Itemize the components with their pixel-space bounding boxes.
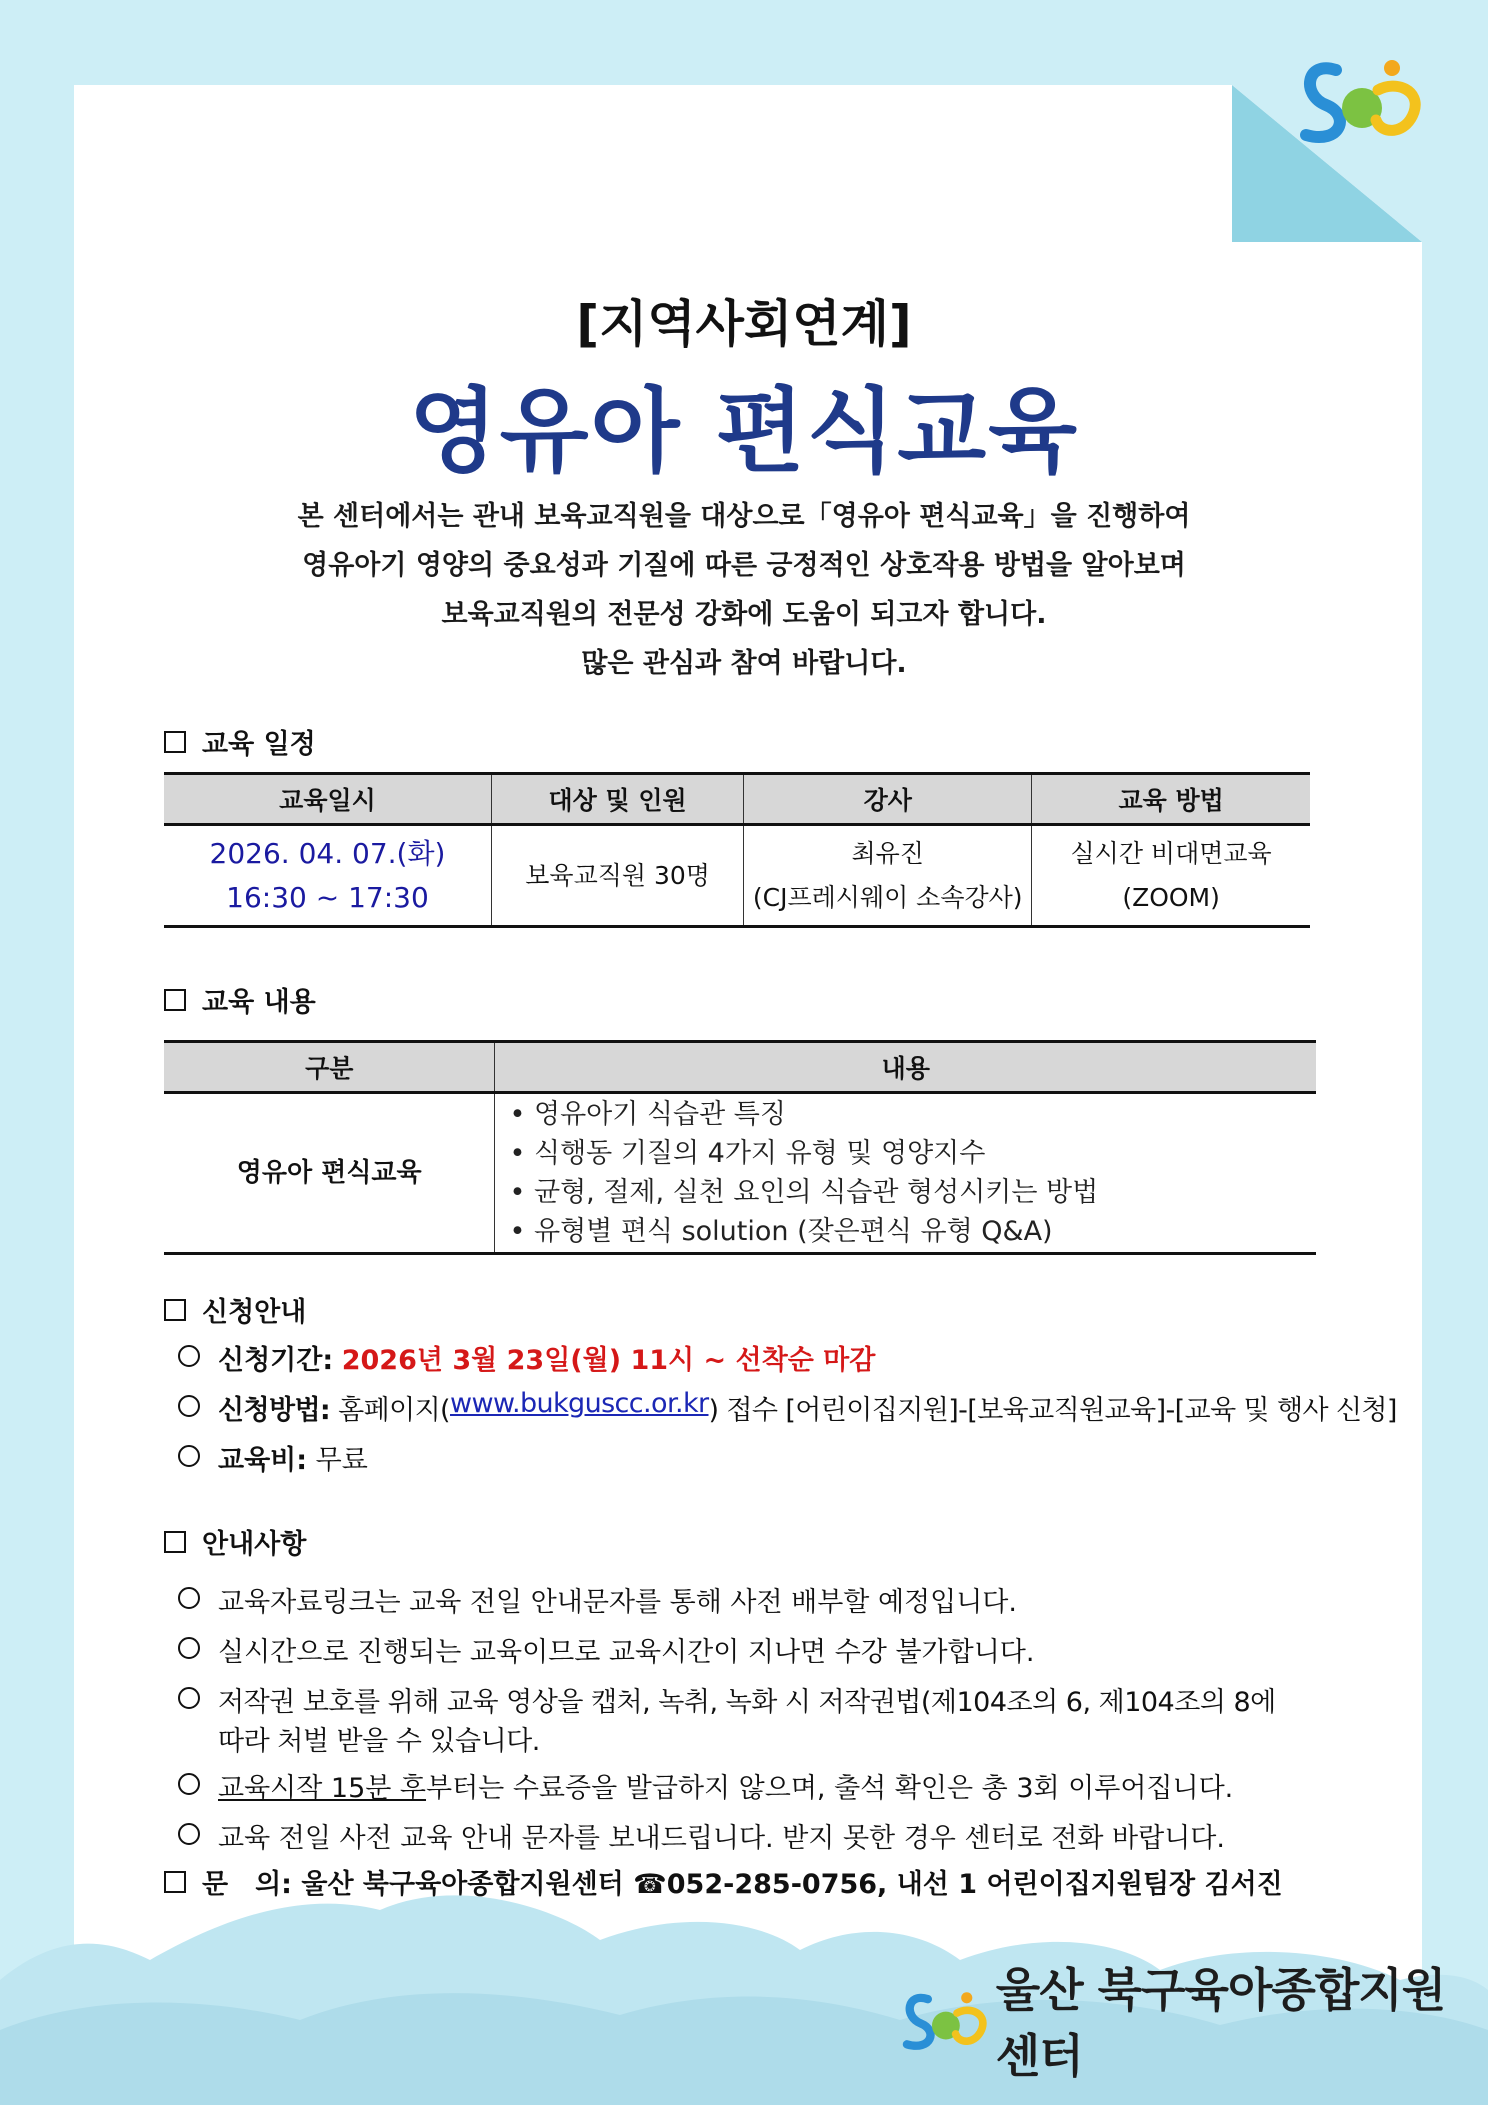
checkbox-square-icon xyxy=(164,989,186,1011)
list-item: • 식행동 기질의 4가지 유형 및 영양지수 xyxy=(509,1138,986,1169)
circle-bullet-icon xyxy=(178,1587,200,1609)
application-heading: 신청안내 xyxy=(164,1290,306,1329)
table-header: 교육 방법 xyxy=(1032,774,1310,825)
schedule-heading: 교육 일정 xyxy=(164,722,316,761)
event-category: [지역사회연계] xyxy=(576,295,912,353)
notice-item: 교육 전일 사전 교육 안내 문자를 보내드립니다. 받지 못한 경우 센터로 전화 바랍니다. xyxy=(178,1816,1225,1855)
checkbox-square-icon xyxy=(164,731,186,753)
intro-line: 많은 관심과 참여 바랍니다. xyxy=(581,648,907,679)
center-logo-icon xyxy=(900,1977,992,2063)
intro-line: 보육교직원의 전문성 강화에 도움이 되고자 합니다. xyxy=(441,599,1047,630)
intro-line: 영유아기 영양의 중요성과 기질에 따른 긍정적인 상호작용 방법을 알아보며 xyxy=(302,550,1186,581)
table-header: 내용 xyxy=(495,1042,1316,1093)
circle-bullet-icon xyxy=(178,1823,200,1845)
intro-paragraph xyxy=(0,492,1488,688)
content-heading: 교육 내용 xyxy=(164,980,316,1019)
table-header: 교육일시 xyxy=(164,774,491,825)
application-method: 신청방법: 홈페이지( www.bukguscc.or.kr ) 접수 [어린이집지원]-[보육교직원교육]-[교육 및 행사 신청] xyxy=(178,1388,1397,1427)
circle-bullet-icon xyxy=(178,1773,200,1795)
application-fee: 교육비: 무료 xyxy=(178,1438,368,1477)
table-header: 강사 xyxy=(744,774,1032,825)
schedule-datetime xyxy=(164,825,491,927)
notice-heading: 안내사항 xyxy=(164,1522,306,1561)
circle-bullet-icon xyxy=(178,1345,200,1367)
checkbox-square-icon xyxy=(164,1531,186,1553)
content-table xyxy=(164,1040,1316,1255)
content-category: 영유아 편식교육 xyxy=(164,1093,495,1254)
intro-line: 본 센터에서는 관내 보육교직원을 대상으로「영유아 편식교육」을 진행하여 xyxy=(297,501,1191,532)
list-item: • 균형, 절제, 실천 요인의 식습관 형성시키는 방법 xyxy=(509,1177,1099,1208)
homepage-link[interactable]: www.bukguscc.or.kr xyxy=(450,1388,709,1419)
checkbox-square-icon xyxy=(164,1299,186,1321)
list-item: • 영유아기 식습관 특징 xyxy=(509,1099,786,1130)
list-item: • 유형별 편식 solution (잦은편식 유형 Q&A) xyxy=(509,1216,1053,1247)
notice-item: 실시간으로 진행되는 교육이므로 교육시간이 지나면 수강 불가합니다. xyxy=(178,1630,1034,1669)
schedule-method: 실시간 비대면교육 (ZOOM) xyxy=(1032,825,1310,927)
schedule-target: 보육교직원 30명 xyxy=(491,825,743,927)
notice-item: 저작권 보호를 위해 교육 영상을 캡처, 녹취, 녹화 시 저작권법(제104조의 6, 제104조의 8에 따라 처벌 받을 수 있습니다. xyxy=(178,1680,1276,1758)
circle-bullet-icon xyxy=(178,1395,200,1417)
page-title: 영유아 편식교육 xyxy=(408,378,1080,485)
notice-item: 교육시작 15분 후부터는 수료증을 발급하지 않으며, 출석 확인은 총 3회 이루어집니다. xyxy=(178,1766,1233,1805)
schedule-instructor: 최유진 (CJ프레시웨이 소속강사) xyxy=(744,825,1032,927)
contact-info: 문 의: 울산 북구육아종합지원센터 ☎052-285-0756, 내선 1 어린이집지원팀장 김서진 xyxy=(164,1862,1283,1901)
schedule-table xyxy=(164,772,1310,928)
center-logo-icon xyxy=(1296,50,1428,150)
circle-bullet-icon xyxy=(178,1687,200,1709)
circle-bullet-icon xyxy=(178,1637,200,1659)
content-items xyxy=(495,1093,1316,1254)
application-period: 신청기간: 2026년 3월 23일(월) 11시 ~ 선착순 마감 xyxy=(178,1338,875,1377)
table-header: 구분 xyxy=(164,1042,495,1093)
schedule-date: 2026. 04. 07.(화) xyxy=(209,836,446,870)
circle-bullet-icon xyxy=(178,1445,200,1467)
footer-logo xyxy=(900,1963,1488,2083)
notice-item: 교육자료링크는 교육 전일 안내문자를 통해 사전 배부할 예정입니다. xyxy=(178,1580,1017,1619)
table-header: 대상 및 인원 xyxy=(491,774,743,825)
footer-center-name: 울산 북구육아종합지원센터 xyxy=(995,1963,1446,2083)
schedule-time: 16:30 ~ 17:30 xyxy=(226,880,429,914)
